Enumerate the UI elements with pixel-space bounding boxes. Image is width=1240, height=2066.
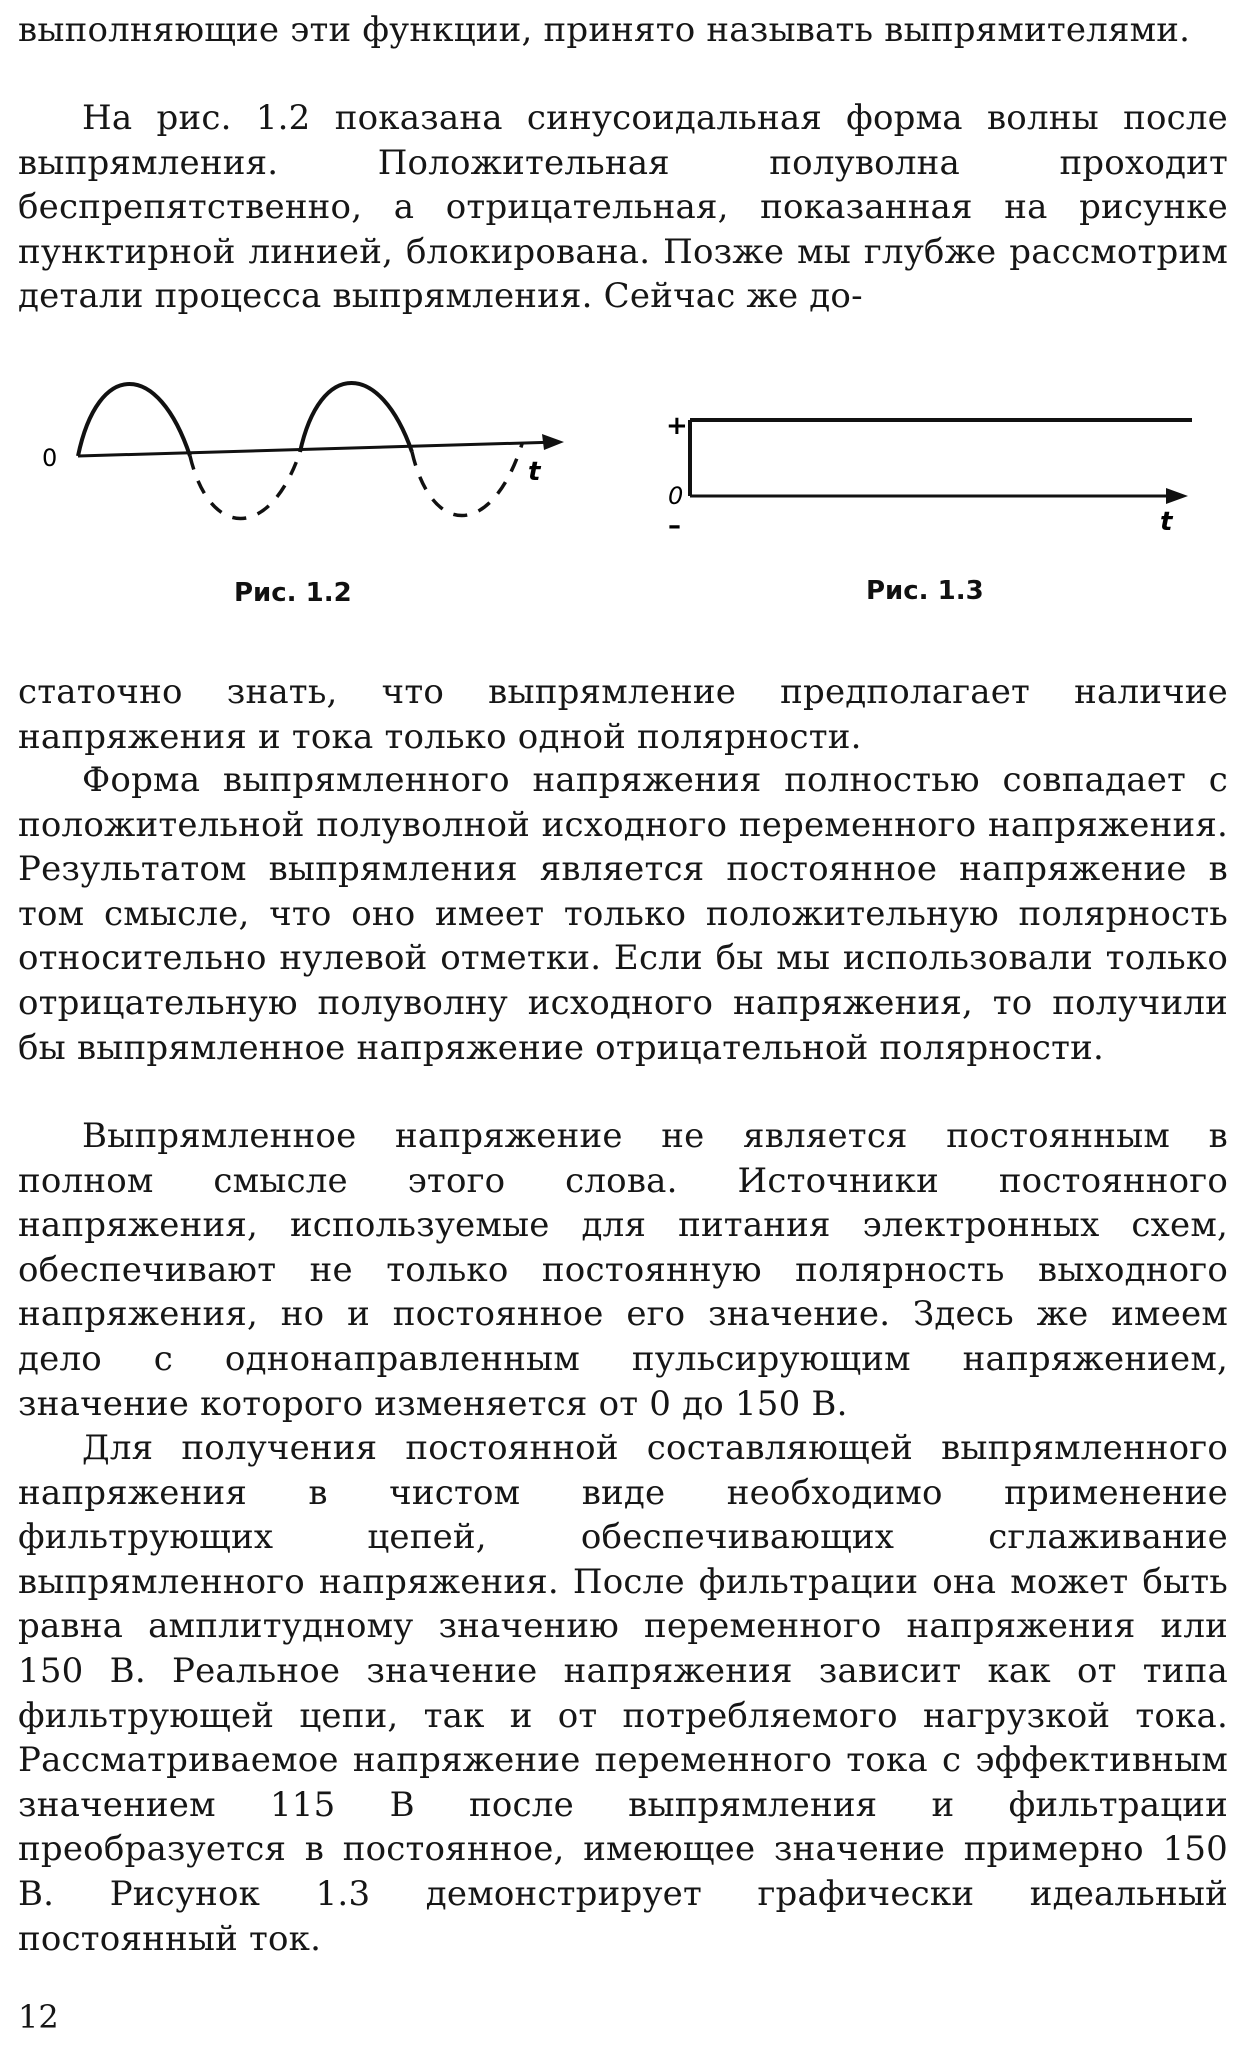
paragraph-4: Форма выпрямленного напряжения полностью совпадает с положительной полуволной исходного переменного напряжения. Результатом выпрямления является постоянное напряжение в том смысле, что оно имеет только положительную полярность относительно нулевой отметки. Если бы мы использовали только отрицательную полуволну исходного напряжения, то получили бы выпрямленное напряжение отрицательной полярности. — [18, 760, 1228, 1068]
fig13-caption: Рис. 1.3 — [866, 576, 984, 606]
paragraph-5: Выпрямленное напряжение не является постоянным в полном смысле этого слова. Источники постоянного напряжения, используемые для питания электронных схем, обеспечивают не только постоянную полярность выходного напряжения, но и постоянное его значение. Здесь же имеем дело с однонаправленным пульсирующим напряжением, значение которого изменяется от 0 до 150 В. — [18, 1116, 1228, 1424]
fig13-axis-arrow — [1166, 488, 1188, 504]
fig12-t-label: t — [528, 457, 541, 487]
fig13-zero-label: 0 — [668, 482, 684, 510]
fig12-positive-half-wave-1 — [78, 384, 190, 456]
paragraph-6: Для получения постоянной составляющей выпрямленного напряжения в чистом виде необходимо применение фильтрующих цепей, обеспечивающих сглаживание выпрямленного напряжения. После фильтрации она может быть равна амплитудному значению переменного напряжения или 150 В. Реальное значение напряжения зависит как от типа фильтрующей цепи, так и от потребляемого нагрузкой тока. Рассматриваемое напряжение переменного тока с эффективным значением 115 В после выпрямления и фильтрации преобразуется в постоянное, имеющее значение примерно 150 В. Рисунок 1.3 демонстрирует графически идеальный постоянный ток. — [18, 1428, 1228, 1959]
fig12-negative-half-wave-1 — [190, 452, 300, 519]
paragraph-2: На рис. 1.2 показана синусоидальная форма волны после выпрямления. Положительная полуволна проходит беспрепятственно, а отрицательная, показанная на рисунке пунктирной линией, блокирована. Позже мы глубже рассмотрим детали процесса выпрямления. Сейчас же до- — [18, 98, 1228, 317]
paragraph-3: статочно знать, что выпрямление предполагает наличие напряжения и тока только одной полярности. — [18, 672, 1228, 757]
fig12-positive-half-wave-2 — [300, 383, 412, 452]
fig13-t-label: t — [1160, 507, 1173, 537]
figure-1-2-rectified-sine — [36, 360, 576, 550]
fig12-zero-label: 0 — [42, 444, 58, 472]
fig13-minus-label: – — [668, 511, 681, 541]
fig12-caption: Рис. 1.2 — [234, 578, 352, 608]
figure-1-3-ideal-dc — [660, 400, 1200, 550]
fig12-negative-half-wave-2 — [412, 444, 522, 516]
fig12-axis-arrow — [542, 434, 564, 450]
fig12-time-axis — [78, 442, 558, 456]
paragraph-1: выполняющие эти функции, принято называть выпрямителями. — [18, 10, 1191, 50]
page-number: 12 — [18, 1998, 59, 2036]
fig13-plus-label: + — [666, 411, 688, 441]
